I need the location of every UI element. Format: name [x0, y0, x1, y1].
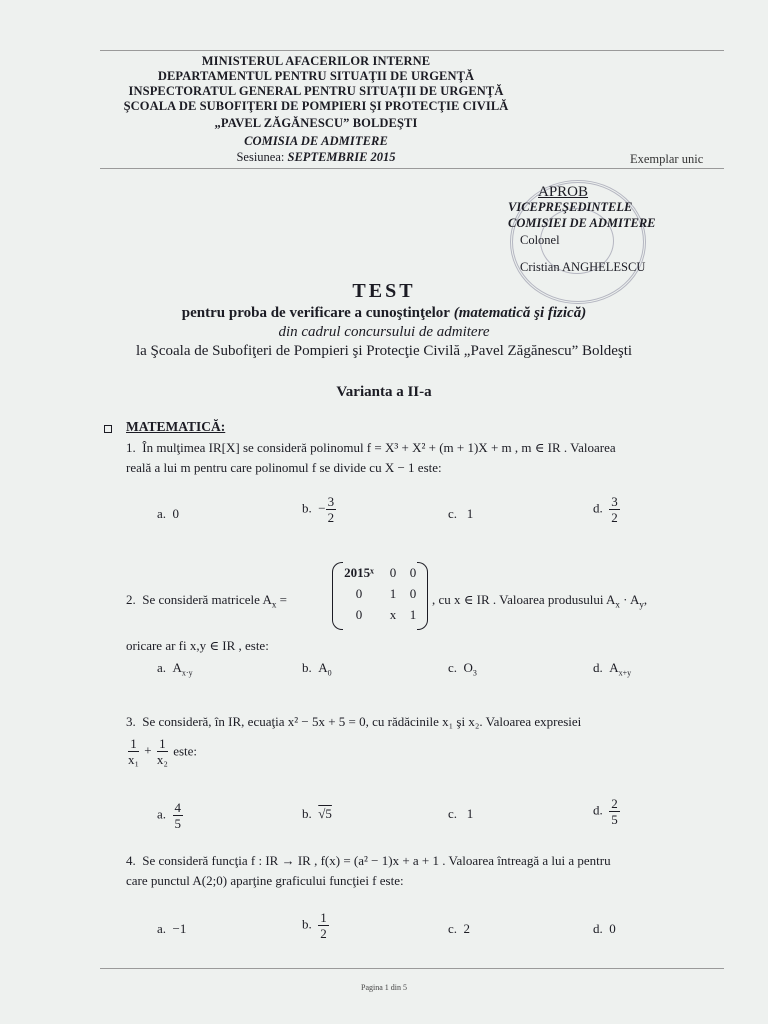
header-school-name: „PAVEL ZĂGĂNESCU” BOLDEŞTI: [214, 116, 418, 130]
q3-number: 3.: [126, 714, 136, 729]
q2-lead: 2. Se consideră matricele $A_x$ =: [126, 592, 287, 610]
header-department: DEPARTAMENTUL PENTRU SITUAŢII DE URGENŢĂ: [157, 69, 475, 83]
q4-text1: Se consideră funcţia f : IR → IR , f(x) = (a² − 1)x + a + 1 . Valoarea întreagă a lui a pentru: [142, 853, 611, 868]
q3-expression: $\frac{1}{\text{x₁}}$ + $\frac{1}{\text{x₂}}$ este:: [128, 736, 198, 767]
q4-option-b[interactable]: b. $\frac{1}{2}$: [302, 910, 327, 941]
test-subtitle: [0, 305, 768, 322]
matrix-cell: 1: [409, 607, 417, 622]
q2-matrix: [332, 562, 428, 628]
q1-line2: reală a lui m pentru care polinomul f se divide cu X − 1 este:: [126, 460, 442, 475]
approval-rank: Colonel: [520, 233, 560, 247]
test-context: din cadrul concursului de admitere: [278, 324, 490, 340]
q3-option-b[interactable]: b. √5: [302, 806, 332, 821]
test-title: TEST: [352, 280, 416, 302]
q2-option-d[interactable]: d. $A_{x+y}$: [593, 660, 632, 678]
q3-option-d[interactable]: d. $\frac{2}{5}$: [593, 796, 618, 827]
q3-option-c[interactable]: c. 1: [448, 806, 474, 821]
q1-line1: [126, 440, 616, 456]
q3-option-a[interactable]: a. $\frac{4}{5}$: [157, 800, 182, 831]
header-bottom-rule: [100, 168, 724, 169]
q3-text1: Se consideră, în IR, ecuaţia x² − 5x + 5 = 0, cu rădăcinile x₁ şi x₂. Valoarea expresiei: [142, 714, 582, 729]
q4-option-a[interactable]: a. −1: [157, 921, 187, 936]
approval-role: VICEPREŞEDINTELE: [508, 200, 633, 214]
q2-option-b[interactable]: b. $A_0$: [302, 660, 332, 678]
header-inspectorate: INSPECTORATUL GENERAL PENTRU SITUAŢII DE URGENŢĂ: [128, 84, 504, 98]
subtitle-subjects: (matematică şi fizică): [453, 305, 587, 321]
q2-tail: , cu x ∈ IR . Valoarea produsului $A_x \cdot A_y$,: [432, 592, 648, 610]
q4-option-c[interactable]: c. 2: [448, 921, 471, 936]
subtitle-bold: pentru proba de verificare a cunoştinţelor: [181, 305, 450, 321]
header-ministry: MINISTERUL AFACERILOR INTERNE: [201, 54, 431, 68]
matrix-cell: 0: [355, 607, 363, 622]
q4-line2: care punctul A(2;0) aparţine graficului funcţiei f este:: [126, 873, 404, 888]
approval-signatory: Cristian ANGHELESCU: [520, 260, 646, 274]
approval-title: APROB: [538, 184, 589, 200]
q1-option-c[interactable]: c. 1: [448, 506, 474, 521]
matrix-cell: 0: [409, 565, 417, 580]
q1-text1: În mulţimea IR[X] se consideră polinomul f = X³ + X² + (m + 1)X + m , m ∈ IR . Valoarea: [142, 440, 616, 455]
q1-option-b[interactable]: b. − $\frac{3}{2}$: [302, 494, 335, 525]
header-session: [96, 150, 536, 165]
q2-option-a[interactable]: a. $A_{x\cdot y}$: [157, 660, 193, 678]
session-value: SEPTEMBRIE 2015: [287, 150, 396, 164]
header-school: ŞCOALA DE SUBOFIŢERI DE POMPIERI ŞI PROTECŢIE CIVILĂ: [123, 99, 509, 113]
q3-line1: [126, 714, 581, 730]
matrix-cell: 1: [389, 586, 397, 601]
q1-number: 1.: [126, 440, 136, 455]
matrix-cell: x: [389, 607, 397, 622]
footer-rule: [100, 968, 724, 969]
session-label: Sesiunea:: [236, 150, 285, 164]
matrix-cell: 0: [409, 586, 417, 601]
q2-number: 2.: [126, 592, 136, 607]
q4-line1: [126, 853, 611, 869]
header-top-rule: [100, 50, 724, 51]
approval-commission: COMISIEI DE ADMITERE: [508, 216, 656, 230]
q4-option-d[interactable]: d. 0: [593, 921, 616, 936]
matrix-cell: 0: [389, 565, 397, 580]
matrix-cell: 0: [355, 586, 363, 601]
q1-option-d[interactable]: d. $\frac{3}{2}$: [593, 494, 618, 525]
copy-note: Exemplar unic: [630, 152, 704, 166]
section-bullet: [104, 425, 112, 433]
test-variant: Varianta a II-a: [336, 384, 432, 400]
q4-number: 4.: [126, 853, 136, 868]
page-number: Pagina 1 din 5: [361, 983, 407, 992]
matrix-cell: 2015ˣ: [344, 565, 374, 580]
q1-option-a[interactable]: a. 0: [157, 506, 180, 521]
section-math: MATEMATICĂ:: [126, 419, 226, 434]
q2-option-c[interactable]: c. $O_3$: [448, 660, 477, 678]
header-commission: COMISIA DE ADMITERE: [244, 134, 388, 148]
test-school: la Şcoala de Subofiţeri de Pompieri şi Protecţie Civilă „Pavel Zăgănescu” Boldeşti: [135, 343, 633, 359]
q2-line2: oricare ar fi x,y ∈ IR , este:: [126, 638, 269, 653]
